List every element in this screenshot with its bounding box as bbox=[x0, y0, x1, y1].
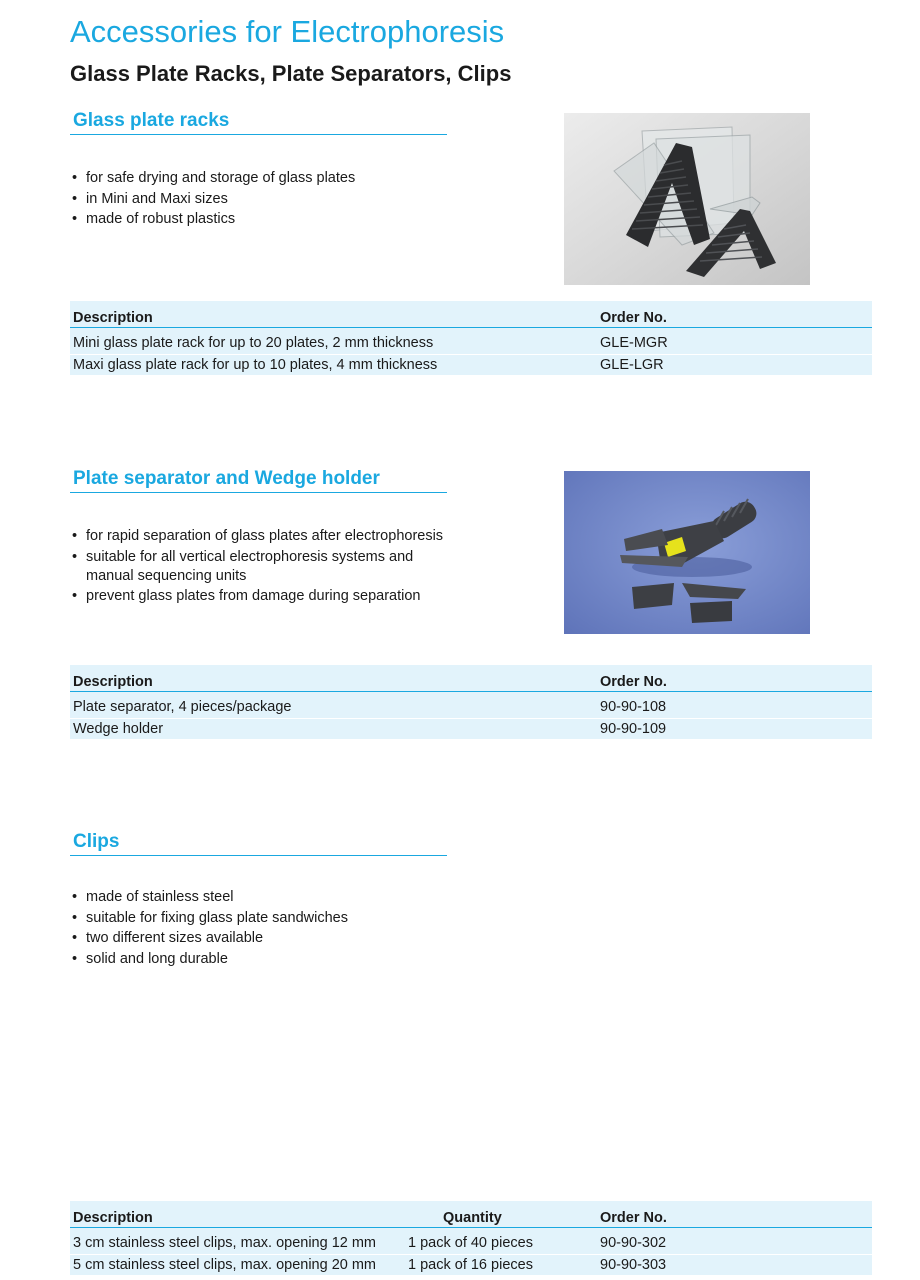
racks-feature-list bbox=[70, 169, 470, 231]
table-row bbox=[70, 718, 872, 740]
section-heading-separator bbox=[70, 468, 447, 493]
list-item: • suitable for fixing glass plate sandwiches bbox=[70, 909, 470, 928]
cell-order-no: GLE-LGR bbox=[600, 356, 664, 373]
section-heading-clips-text: Clips bbox=[73, 831, 120, 852]
cell-description: 3 cm stainless steel clips, max. opening 12 mm bbox=[73, 1235, 377, 1251]
clips-feature-list bbox=[70, 888, 470, 970]
section-heading-racks bbox=[70, 110, 447, 135]
cell-quantity: 1 pack of 40 pieces bbox=[408, 1235, 533, 1251]
cell-order-no: GLE-MGR bbox=[600, 335, 668, 351]
list-item: • for rapid separation of glass plates after electrophoresis bbox=[70, 527, 450, 546]
list-item: • suitable for all vertical electrophoresis systems and manual sequencing units bbox=[70, 548, 450, 586]
section-heading-separator-text: Plate separator and Wedge holder bbox=[73, 468, 380, 489]
cell-description: Plate separator, 4 pieces/package bbox=[73, 699, 292, 715]
cell-description: Wedge holder bbox=[73, 720, 164, 737]
column-header-quantity: Quantity bbox=[443, 1210, 502, 1226]
table-row bbox=[70, 697, 872, 718]
table-header bbox=[70, 1201, 872, 1228]
list-item: • for safe drying and storage of glass plates bbox=[70, 169, 470, 188]
column-header-order-no: Order No. bbox=[600, 674, 667, 690]
section-heading-racks-text: Glass plate racks bbox=[73, 110, 230, 131]
table-row bbox=[70, 1254, 872, 1276]
cell-order-no: 90-90-303 bbox=[600, 1256, 667, 1273]
table-header bbox=[70, 665, 872, 692]
list-item: • two different sizes available bbox=[70, 929, 470, 948]
column-header-order-no: Order No. bbox=[600, 1210, 667, 1226]
column-header-description: Description bbox=[73, 674, 153, 690]
list-item: • in Mini and Maxi sizes bbox=[70, 190, 470, 209]
table-row bbox=[70, 354, 872, 376]
cell-quantity: 1 pack of 16 pieces bbox=[408, 1256, 533, 1273]
separator-feature-list bbox=[70, 527, 450, 608]
glass-plate-rack-photo bbox=[564, 113, 810, 285]
list-item: • solid and long durable bbox=[70, 950, 470, 969]
cell-order-no: 90-90-108 bbox=[600, 699, 667, 715]
racks-order-table bbox=[70, 301, 872, 375]
separator-order-table bbox=[70, 665, 872, 739]
table-row bbox=[70, 333, 872, 354]
cell-order-no: 90-90-109 bbox=[600, 720, 667, 737]
clips-order-table bbox=[70, 1201, 872, 1275]
column-header-description: Description bbox=[73, 310, 153, 326]
list-item: • made of stainless steel bbox=[70, 888, 470, 907]
table-header bbox=[70, 301, 872, 328]
column-header-order-no: Order No. bbox=[600, 310, 667, 326]
cell-description: Maxi glass plate rack for up to 10 plates, 4 mm thickness bbox=[73, 356, 438, 373]
plate-separator-photo bbox=[564, 471, 810, 634]
list-item: • made of robust plastics bbox=[70, 210, 470, 229]
table-row bbox=[70, 1233, 872, 1254]
cell-order-no: 90-90-302 bbox=[600, 1235, 667, 1251]
column-header-description: Description bbox=[73, 1210, 153, 1226]
page-subtitle: Glass Plate Racks, Plate Separators, Clips bbox=[70, 61, 512, 86]
list-item: • prevent glass plates from damage during separation bbox=[70, 587, 450, 606]
page-title: Accessories for Electrophoresis bbox=[70, 14, 505, 49]
cell-description: 5 cm stainless steel clips, max. opening 20 mm bbox=[73, 1256, 377, 1273]
section-heading-clips bbox=[70, 831, 447, 856]
cell-description: Mini glass plate rack for up to 20 plates, 2 mm thickness bbox=[73, 335, 434, 351]
